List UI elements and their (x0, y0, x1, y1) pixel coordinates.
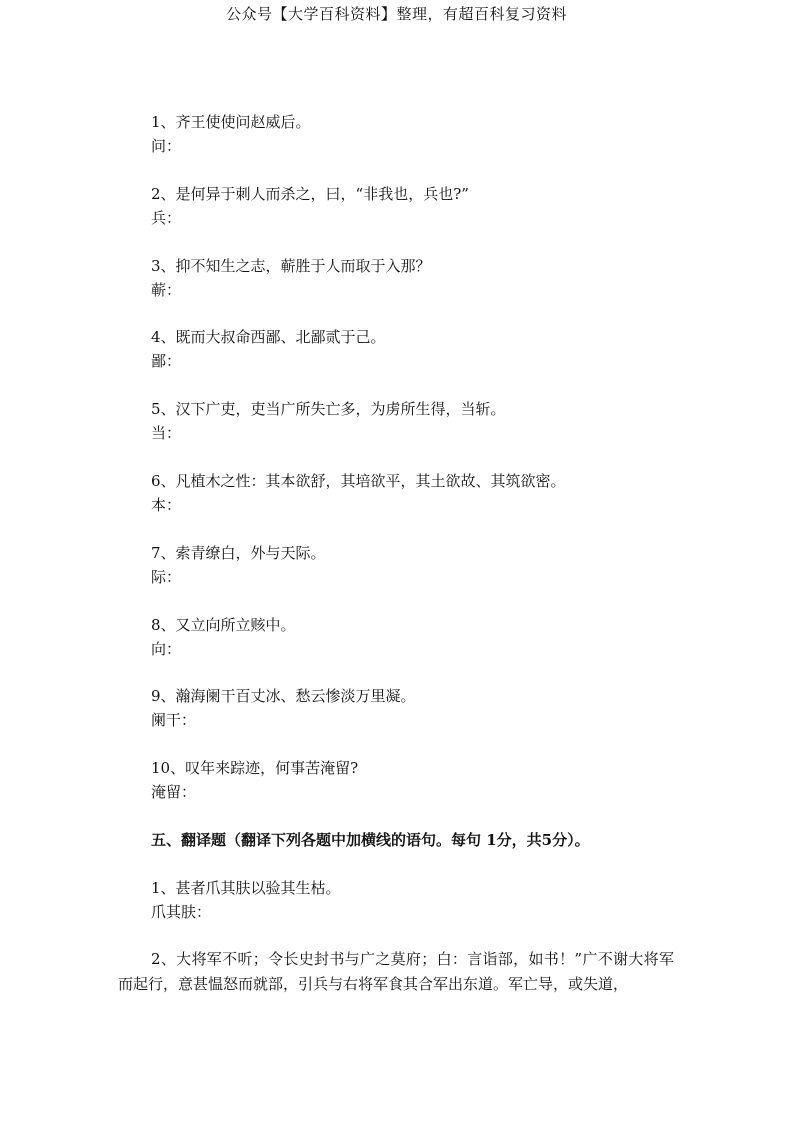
answer-blank-8: 向： (151, 640, 182, 658)
question-1: 1、齐王使使问赵威后。 (151, 113, 311, 131)
answer-blank-6: 本： (151, 496, 182, 514)
question-7: 7、索青缭白，外与天际。 (151, 544, 326, 562)
translation-answer-blank-1: 爪其肤： (151, 903, 212, 921)
answer-blank-5: 当： (151, 424, 182, 442)
answer-blank-7: 际： (151, 568, 182, 586)
page-header: 公众号【大学百科资料】整理，有超百科复习资料 (225, 5, 567, 23)
question-8: 8、又立向所立赅中。 (151, 616, 296, 634)
answer-blank-4: 鄙： (151, 352, 182, 370)
question-5: 5、汉下广吏，吏当广所失亡多，为虏所生得，当斩。 (151, 400, 506, 418)
section-5-heading: 五、翻译题（翻译下列各题中加横线的语句。每句 1分，共5分）。 (151, 831, 590, 849)
translation-question-1: 1、甚者爪其肤以验其生枯。 (151, 879, 341, 897)
question-9: 9、瀚海阑干百丈冰、愁云惨淡万里凝。 (151, 687, 416, 705)
answer-blank-3: 蕲： (151, 281, 182, 299)
translation-question-2: 2、大将军不听；令长史封书与广之莫府；白：言诣部，如书！”广不谢大将军而起行，意甚愠怒而就部，引兵与右将军食其合军出东道。军亡导，或失道， (118, 950, 674, 993)
question-3: 3、抑不知生之志，蕲胜于人而取于入那？ (151, 257, 431, 275)
question-10: 10、叹年来踪迹，何事苦淹留? (151, 759, 359, 777)
answer-blank-9: 阑干： (151, 711, 197, 729)
answer-blank-2: 兵： (151, 209, 182, 227)
answer-blank-1: 问： (151, 137, 182, 155)
question-6: 6、凡植木之性：其本欲舒，其培欲平，其土欲故、其筑欲密。 (151, 472, 566, 490)
question-2: 2、是何异于刺人而杀之，曰，“非我也，兵也?” (151, 185, 469, 203)
answer-blank-10: 淹留： (151, 783, 197, 801)
question-4: 4、既而大叔命西鄙、北鄙贰于己。 (151, 328, 386, 346)
